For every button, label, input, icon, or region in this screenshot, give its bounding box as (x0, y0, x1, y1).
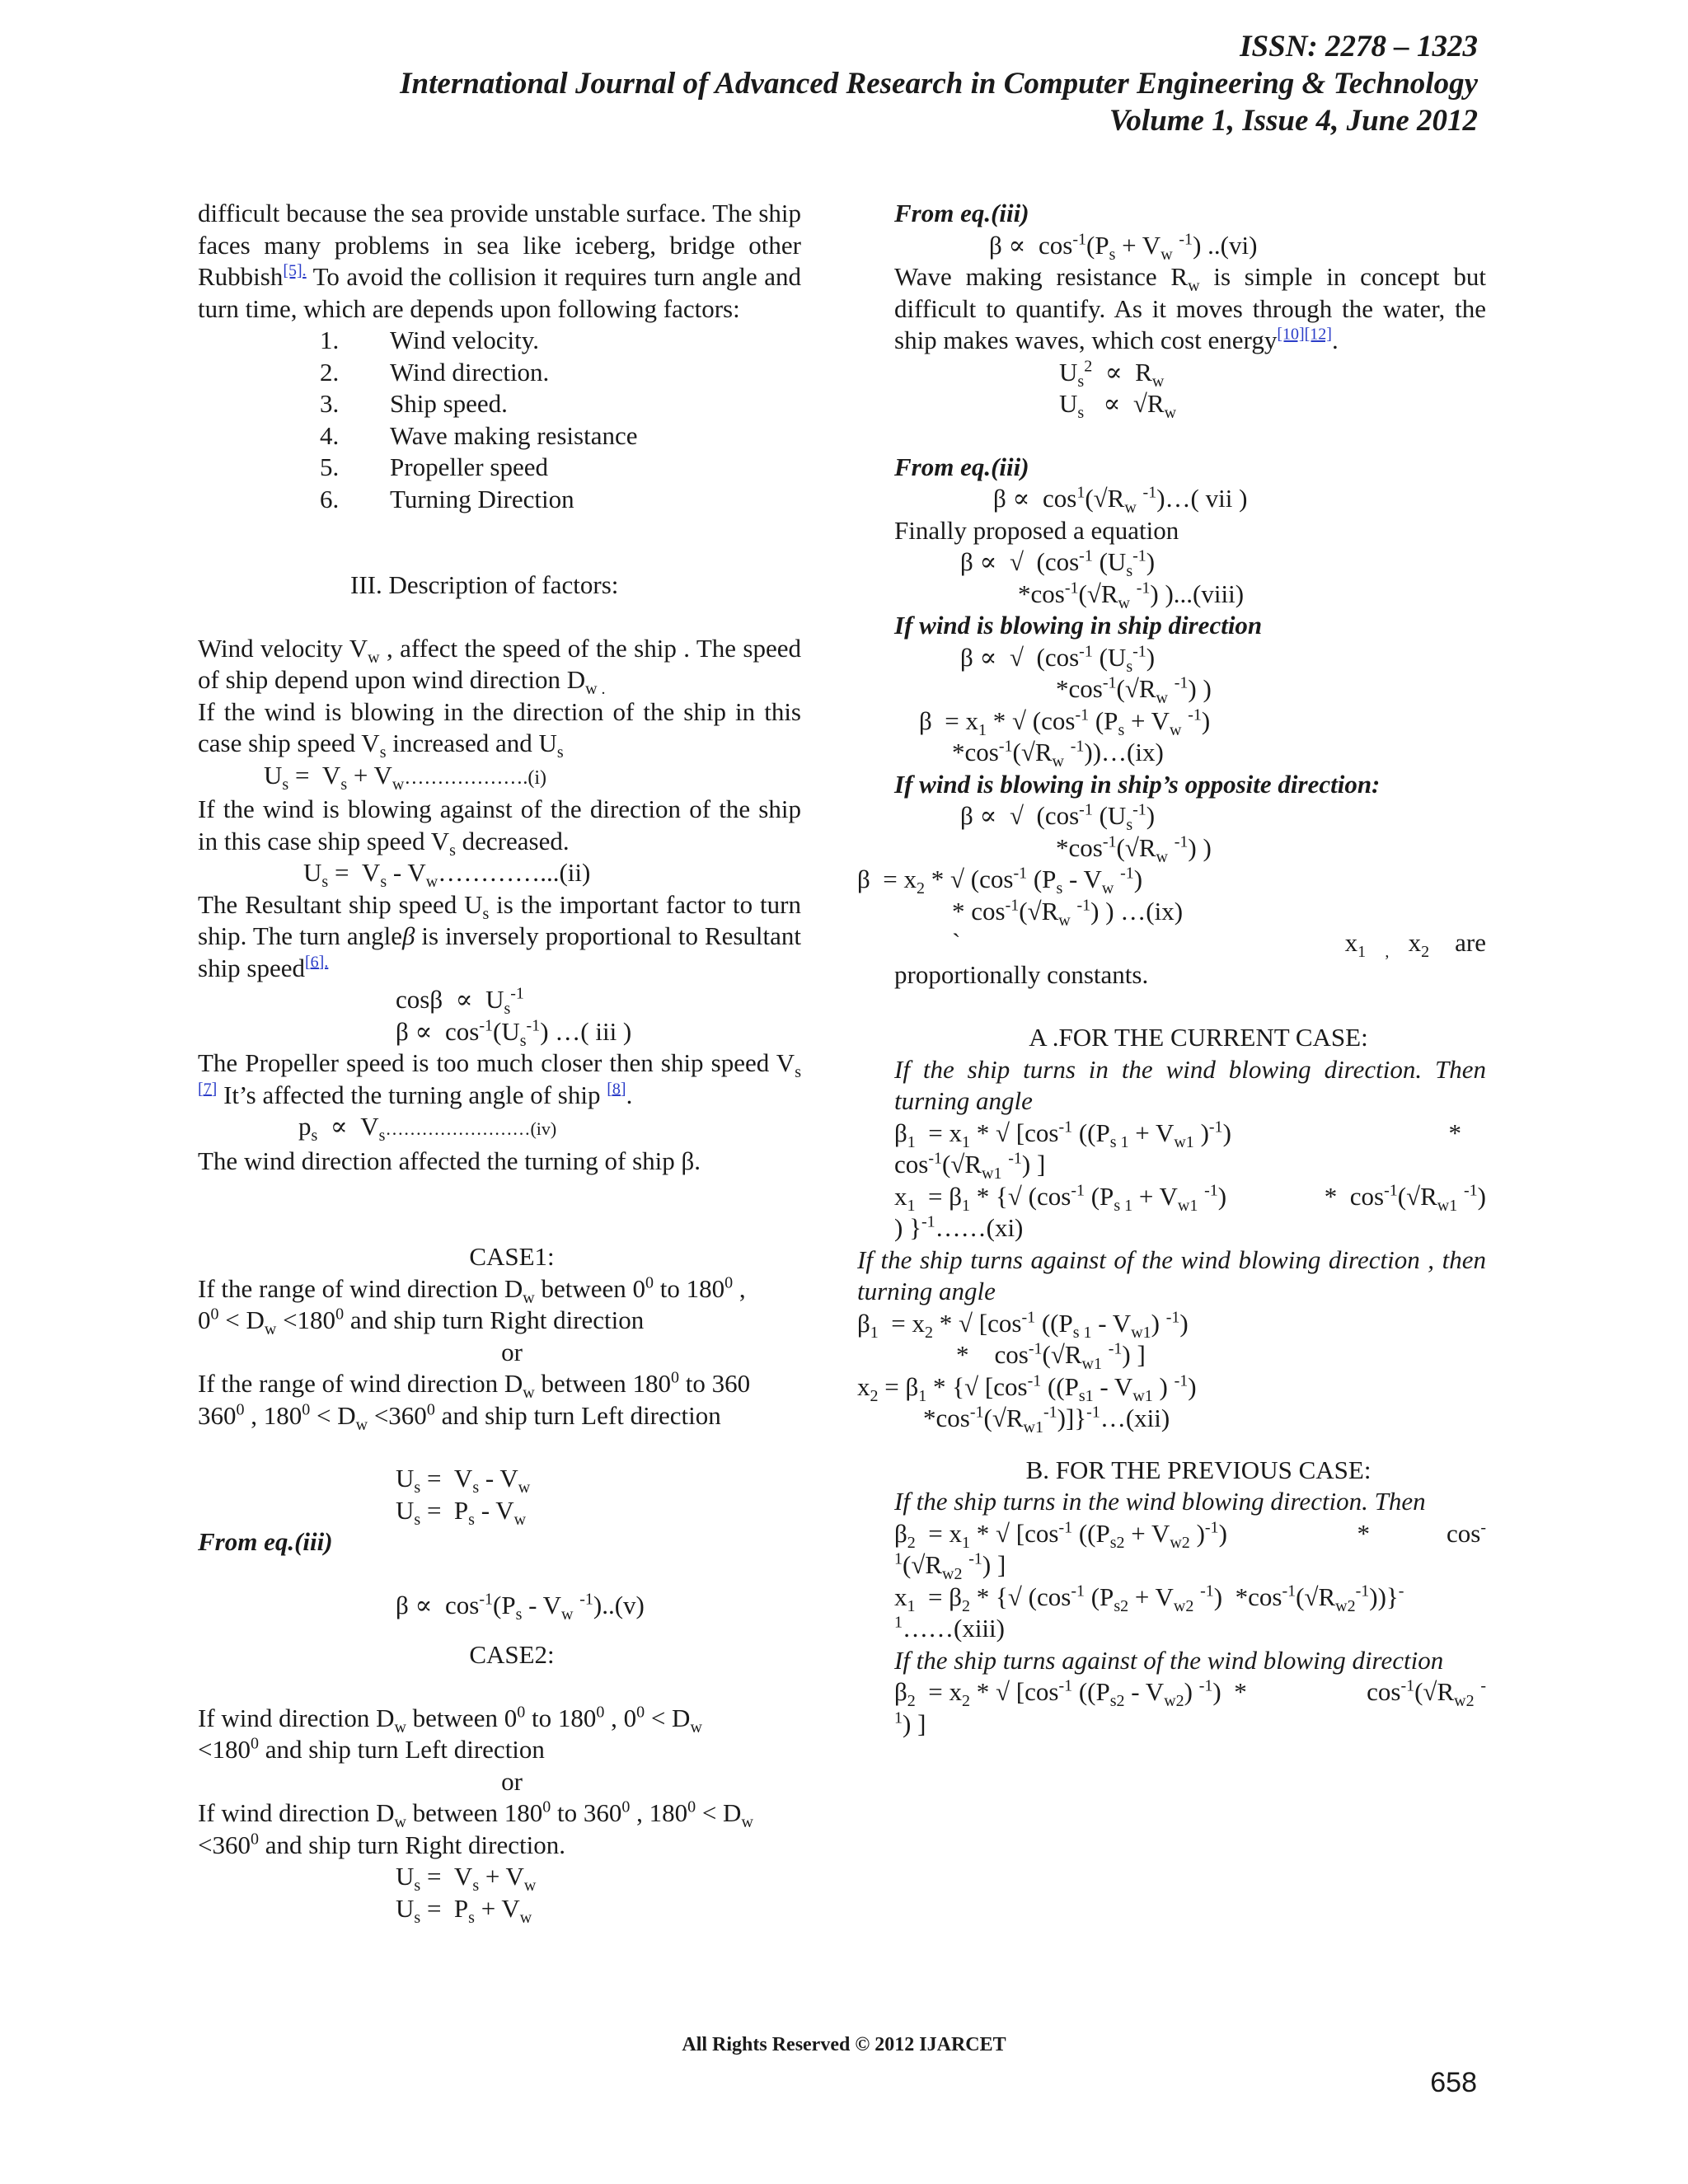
previous-case-text: If the ship turns in the wind blowing direction. Then (894, 1487, 1426, 1516)
wind-opposite-direction-label: If wind is blowing in ship’s opposite direction: (894, 769, 1381, 799)
propeller-paragraph: The Propeller speed is too much closer then ship speed $V_s$ [7] It’s affected the turning angle of ship [8]. (198, 1048, 801, 1109)
case2-heading: CASE2: (469, 1640, 555, 1669)
equation-xii-a: $x_2 = \beta_1$ * {√ [$\cos^{-1}$ (($P_{s1} - V_{w1}$ ) $^{-1}$) (857, 1371, 1197, 1405)
equation-ix-a2: $*\cos^{-1}(√R_w$ $^{-1}$))…(ix) (952, 737, 1164, 771)
intro-paragraph: difficult because the sea provide unstable surface. The ship faces many problems in sea like iceberg, bridge other Rubbish$^{[5].}$ To avoid the collision it requires turn angle and turn time, which are depends upon following factors: (198, 199, 801, 323)
wind-direction-paragraph: The wind direction affected the turning of ship β. (198, 1146, 701, 1175)
list-item: 4. Wave making resistance (320, 420, 638, 450)
case1-right: If the range of wind direction $D_w$ between $0^0$ to $180^0$ , $0^0 < D_w <180^0$ and ship turn Right direction (198, 1273, 746, 1339)
equation-beta2-a: $\beta_2 = x_1$ * √ [$\cos^{-1}$ (($P_{s2} + V_{w2}$ )$^{-1}$) * cos- (894, 1518, 1486, 1552)
equation-viii-b: $*\cos^{-1}(√R_w$ $^{-1}$) )...(viii) (1018, 579, 1245, 612)
page-header (400, 28, 1478, 139)
reference-link[interactable]: [5]. (283, 261, 307, 280)
reference-link[interactable]: [8] (607, 1080, 626, 1099)
list-item: 3. Ship speed. (320, 389, 508, 418)
equation-us-ps-plus: $U_s = P_s + V_w$ (396, 1893, 532, 1927)
equation-xiii-b: $^1$……(xiii) (894, 1613, 1005, 1643)
finally-label: Finally proposed a equation (894, 515, 1179, 545)
current-case-heading: A .FOR THE CURRENT CASE: (1029, 1023, 1368, 1052)
from-eq-label: From eq.(iii) (894, 452, 1029, 481)
or-label: or (501, 1766, 523, 1796)
equation-i: $U_s = V_s$ + $V_w\dots\dots\dots\dots\dots\dots.(i)$ (264, 760, 547, 794)
equation-us-vs: $U_s = V_s - V_w$ (396, 1464, 531, 1497)
case1-left: If the range of wind direction $D_w$ between $180^0$ to 360 $360^0$ , $180^0 < D_w <360^0$ and ship turn Left direction (198, 1368, 751, 1434)
list-item: 1. Wind velocity. (320, 326, 539, 354)
equation-iii: $\beta \propto \cos^{-1}(U_s^{-1})$ …( iii ) (396, 1016, 632, 1050)
equation-us-ps: $U_s = P_s - V_w$ (396, 1495, 527, 1529)
equation-beta1-against-a: $\beta_1 = x_2$ * √ [$\cos^{-1}$ ($(P_{s 1} - V_{w1})$ $^{-1}$) (857, 1308, 1189, 1342)
equation-same-b: $*\cos^{-1}(√R_w$ $^{-1}$) ) (1056, 673, 1212, 708)
equation-ix-b2: * $\cos^{-1}(√R_w$ $^{-1}$) ) …(ix) (952, 896, 1184, 930)
previous-case-against-text: If the ship turns against of the wind blowing direction (894, 1645, 1444, 1675)
issn: ISSN: 2278 – 1323 (1240, 30, 1478, 63)
equation-cos-beta: $\cos\beta \propto U_s^{-1}$ (396, 984, 524, 1019)
previous-case-heading: B. FOR THE PREVIOUS CASE: (1025, 1455, 1372, 1484)
equation-xiii-a: $x_1 = \beta_2$ * {√ ($\cos^{-1}$ ($P_{s2} + V_{w2}$ $^{-1}$) $*\cos^{-1}(√R_{w2}^{-1}))\}^-$ (894, 1582, 1404, 1615)
wind-against-paragraph: If the wind is blowing against of the direction of the ship in this case ship speed $V_s$ decreased. (198, 794, 801, 860)
current-case-against-text: If the ship turns against of the wind blowing direction , then turning angle (857, 1244, 1486, 1305)
resultant-speed-paragraph: The Resultant ship speed $U_s$ is the important factor to turn ship. The turn angleβ is inversely proportional to Resultant ship speed$^{[6].}$ (198, 889, 801, 982)
equation-ix-a1: $\beta = x_1$ * √ ($\cos^{-1}$ ($P_s + V_w$ $^{-1}$) (919, 705, 1211, 739)
equation-v: $\beta \propto \cos^{-1}(P_s - V_w$ $^{-1}$)..(v) (396, 1590, 645, 1624)
or-label: or (501, 1337, 523, 1366)
wind-velocity-paragraph: Wind velocity $V_w$ , affect the speed of the ship . The speed of ship depend upon wind direction $D_{w .}$ (198, 633, 801, 699)
case2-left: If wind direction $D_w$ between $0^0$ to $180^0$ , $0^0 < D_w$ $<180^0$ and ship turn Left direction (198, 1703, 702, 1764)
wind-same-direction-paragraph: If the wind is blowing in the direction of the ship in this case ship speed $V_s$ increased and $U_s$ (198, 696, 801, 762)
equation-same-a: β ∝ √ ($\cos^{-1}$ $(U_s^{-1})$ (960, 642, 1156, 676)
equation-beta2-against-a: $\beta_2 = x_2$ * √ [$\cos^{-1}$ ($(P_{s2} - V_{w2})$ $^{-1}$) * $\cos^{-1}(√R_{w2}$ - (894, 1676, 1486, 1711)
reference-link[interactable]: [10][12] (1277, 325, 1332, 344)
equation-beta1-a: $\beta_1 = x_1$ * √ [$\cos^{-1}$ (($P_{s 1} + V_{w1}$ )$^{-1}$) * (894, 1118, 1461, 1151)
equation-vii: $\beta \propto \cos^1(√R_w$ $^{-1}$)…( vii ) (993, 483, 1248, 518)
from-eq-label: From eq.(iii) (198, 1527, 333, 1556)
factor-list (198, 325, 801, 515)
equation-opp-a: β ∝ √ ($\cos^{-1}$ $(U_s^{-1})$ (960, 800, 1156, 835)
wind-same-direction-label: If wind is blowing in ship direction (894, 611, 1263, 640)
volume-issue: Volume 1, Issue 4, June 2012 (1109, 104, 1478, 138)
equation-beta1-against-b: * $\cos^{-1}(√R_{w1}$ $^{-1}$) ] (956, 1339, 1146, 1374)
equation-opp-b: $*\cos^{-1}(√R_w$ $^{-1}$) ) (1056, 832, 1212, 866)
wave-resistance-paragraph: Wave making resistance $R_w$ is simple in concept but difficult to quantify. As it moves through the water, the ship makes waves, which cost energy[10][12]. (894, 262, 1486, 354)
equation-xii-b: $*\cos^{-1}(√R_{w1}^{-1})]\}^{-1}\dots(xii)$ (923, 1403, 1170, 1437)
equation-us-vs-plus: $U_s = V_s + V_w$ (396, 1862, 537, 1896)
equation-xi-b: ) }$^{-1}$……(xi) (894, 1212, 1024, 1242)
equation-ix-b1: $\beta = x_2$ * √ ($\cos^{-1}$ ($P_s - V_w$ $^{-1}$) (857, 864, 1143, 898)
right-column (857, 198, 1486, 1740)
case2-right: If wind direction $D_w$ between $180^0$ to $360^0$ , $180^0 < D_w$ $<360^0$ and ship turn Right direction. (198, 1797, 753, 1859)
reference-link[interactable]: [7] (198, 1080, 218, 1099)
list-item: 2. Wind direction. (320, 357, 550, 387)
equation-iv: $p_s$ ∝ $V_s\dots\dots\dots\dots\dots\dots\dots\dots(iv)$ (298, 1112, 557, 1146)
footer-rights: All Rights Reserved © 2012 IJARCET (682, 2034, 1006, 2055)
section-heading: III. Description of factors: (350, 570, 619, 599)
page-number: 658 (1430, 2067, 1477, 2098)
constants-line: ` $x_1$ $_,$ $x_2$ are (952, 928, 1486, 962)
equation-xi-a: $x_1 = \beta_1$ * {√ ($\cos^{-1}$ ($P_{s 1} + V_{w1}$ $^{-1}$) * $\cos^{-1}(√R_{w1}$ $^{-1}$) (894, 1181, 1486, 1215)
list-item: 5. Propeller speed (320, 452, 548, 481)
constants-label: proportionally constants. (894, 959, 1149, 989)
equation-us-squared: $U_s^2 \propto R_w$ (1059, 357, 1165, 391)
reference-link[interactable]: [6]. (305, 953, 329, 972)
case1-heading: CASE1: (469, 1242, 555, 1271)
equation-us-sqrt: $U_s \propto √R_w$ (1059, 389, 1177, 423)
current-case-text: If the ship turns in the wind blowing direction. Then turning angle (894, 1054, 1486, 1115)
equation-ii: $U_s = V_s$ - $V_w\dots\dots\dots\dots...(ii)$ (303, 858, 591, 892)
equation-viii-a: β ∝ √ ($\cos^{-1}$ $(U_s^{-1})$ (960, 546, 1156, 581)
equation-vi: $\beta \propto \cos^{-1}(P_s + V_w$ $^{-1}$) ..(vi) (989, 230, 1258, 264)
list-item: 6. Turning Direction (320, 484, 574, 513)
journal-title: International Journal of Advanced Research in Computer Engineering & Technology (400, 67, 1478, 101)
left-column (198, 198, 801, 1927)
equation-beta2-b: $^1(√R_{w2}$ $^{-1}$) ] (894, 1549, 1006, 1584)
equation-beta2-against-b: $^1$) ] (894, 1708, 926, 1738)
equation-beta1-b: $\cos^{-1}(√R_{w1}$ $^{-1}$) ] (894, 1149, 1046, 1183)
from-eq-label: From eq.(iii) (894, 199, 1029, 227)
